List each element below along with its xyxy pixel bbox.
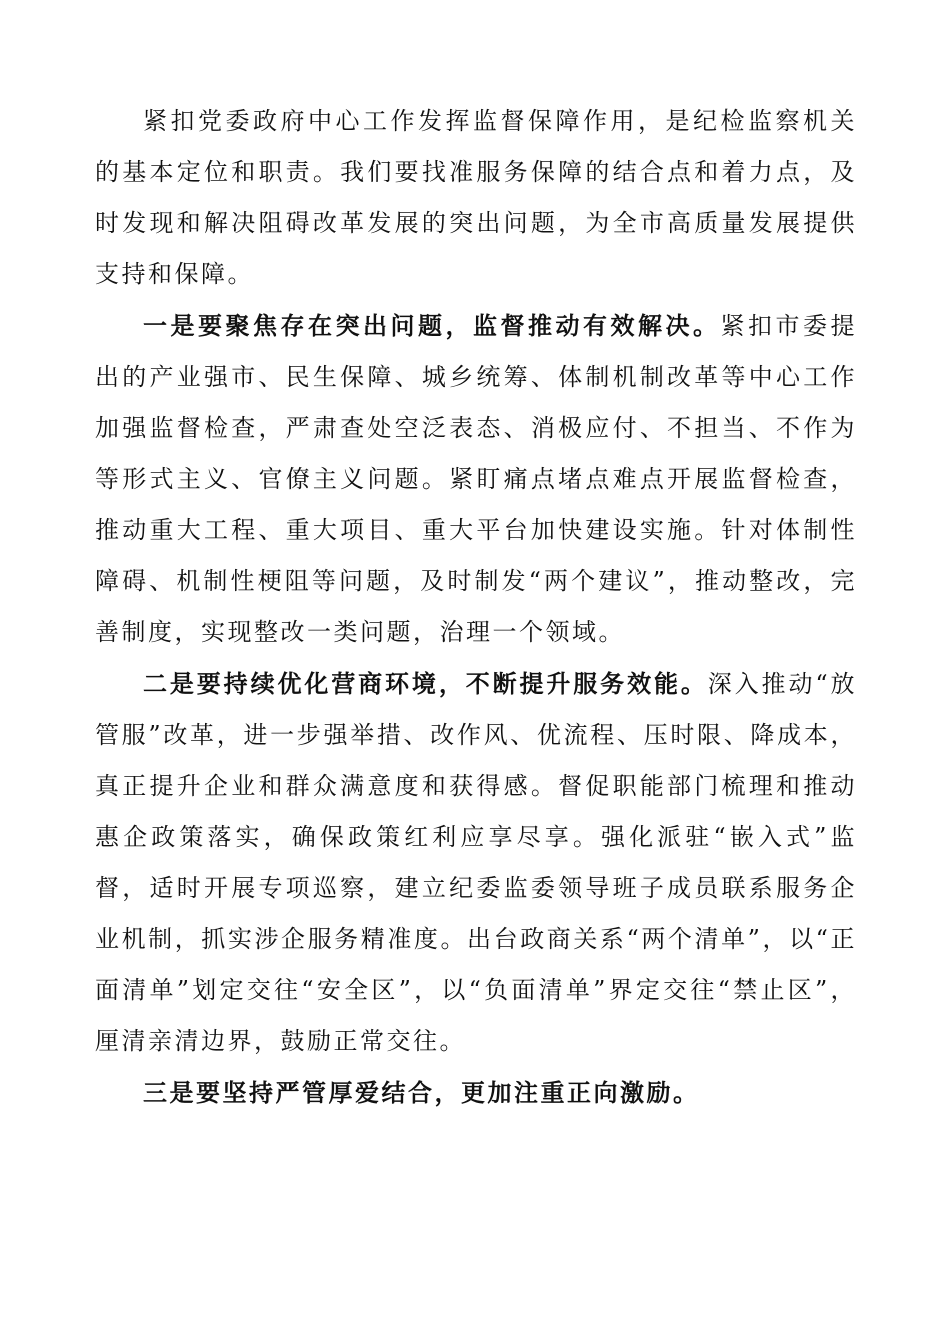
paragraph-intro	[95, 95, 857, 300]
paragraph-point-three	[95, 1067, 857, 1119]
paragraph-lead: 三是要坚持严管厚爱结合，更加注重正向激励。	[143, 1078, 700, 1107]
paragraph-text: 紧扣党委政府中心工作发挥监督保障作用，是纪检监察机关的基本定位和职责。我们要找准服务保障的结合点和着力点，及时发现和解决阻碍改革发展的突出问题，为全市高质量发展提供支持和保障。	[95, 107, 857, 288]
paragraph-point-one	[95, 300, 857, 658]
paragraph-lead: 二是要持续优化营商环境，不断提升服务效能。	[143, 669, 708, 698]
paragraph-text: 深入推动“放管服”改革，进一步强举措、改作风、优流程、压时限、降成本，真正提升企业和群众满意度和获得感。督促职能部门梳理和推动惠企政策落实，确保政策红利应享尽享。强化派驻“嵌入式”监督，适时开展专项巡察，建立纪委监委领导班子成员联系服务企业机制，抓实涉企服务精准度。出台政商关系“两个清单”，以“正面清单”划定交往“安全区”，以“负面清单”界定交往“禁止区”，厘清亲清边界，鼓励正常交往。	[95, 670, 858, 1055]
paragraph-point-two	[95, 658, 857, 1067]
paragraph-lead: 一是要聚焦存在突出问题，监督推动有效解决。	[143, 311, 721, 340]
document-body	[95, 95, 857, 1119]
paragraph-text: 紧扣市委提出的产业强市、民生保障、城乡统筹、体制机制改革等中心工作加强监督检查，严肃查处空泛表态、消极应付、不担当、不作为等形式主义、官僚主义问题。紧盯痛点堵点难点开展监督检查，推动重大工程、重大项目、重大平台加快建设实施。针对体制性障碍、机制性梗阻等问题，及时制发“两个建议”，推动整改，完善制度，实现整改一类问题，治理一个领域。	[95, 312, 857, 646]
